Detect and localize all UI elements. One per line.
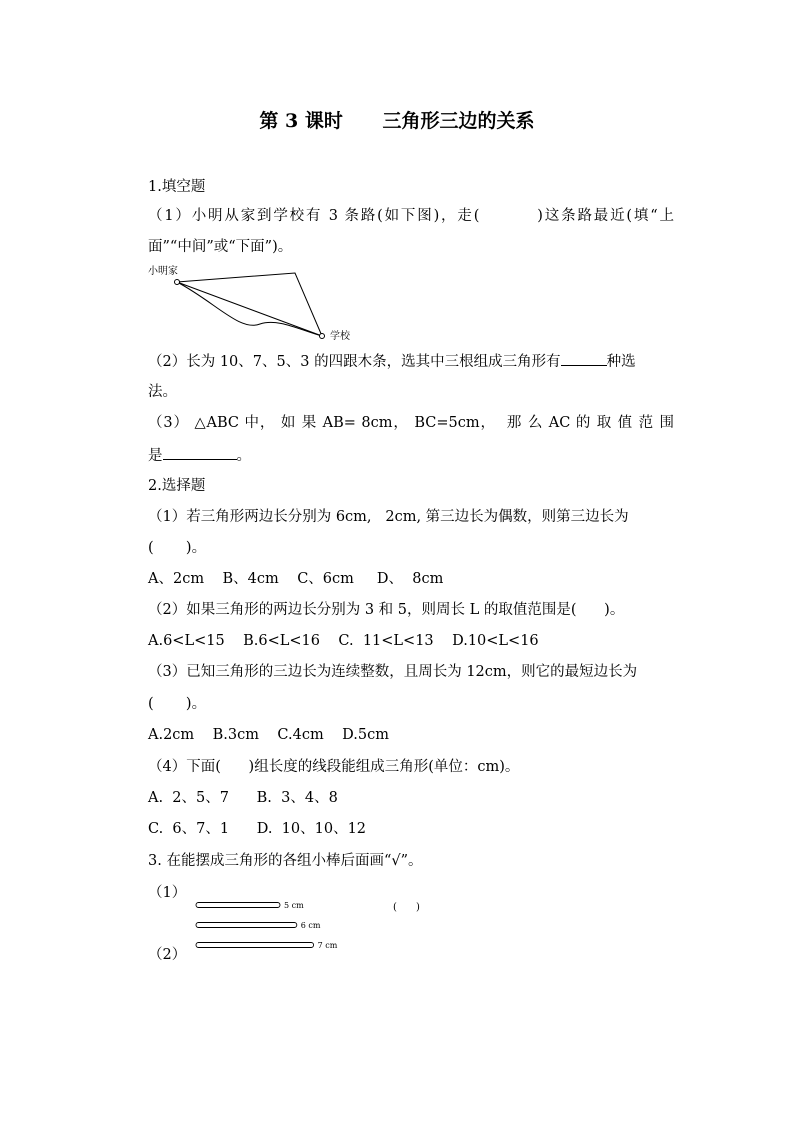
s1-q3-line1: （3） △ABC 中， 如 果 AB= 8cm， BC=5cm， 那 么 AC 的 取 值 范 围 <box>148 415 674 431</box>
group-1-label: （1） <box>148 885 187 901</box>
s1-q1-line1: （1）小明从家到学校有 3 条路(如下图)，走( )这条路最近(填“上 <box>148 208 674 224</box>
s2-q3-options: A.2cm B.3cm C.4cm D.5cm <box>148 727 389 743</box>
section-1-heading: 1.填空题 <box>148 179 206 195</box>
s1-q2-line1 <box>148 351 636 372</box>
school-label: 学校 <box>330 331 350 342</box>
sticks-figure <box>190 896 370 956</box>
s2-q1-line2: ( )。 <box>148 540 207 556</box>
s1-q3-line2 <box>148 445 251 466</box>
stick-5cm <box>196 903 280 908</box>
home-point <box>175 280 180 285</box>
stick-6cm <box>196 923 297 928</box>
s1-q2-text-b: 种选 <box>606 354 636 370</box>
upper-route <box>177 273 322 336</box>
s2-q3-line2: ( )。 <box>148 696 207 712</box>
s1-q2-text-a: （2）长为 10、7、5、3 的四跟木条，选其中三根组成三角形有 <box>148 354 561 370</box>
stick-label: 5 cm <box>284 901 304 910</box>
s2-q3-line1: （3）已知三角形的三边长为连续整数，且周长为 12cm，则它的最短边长为 <box>148 664 638 680</box>
s1-q3-text-b: 。 <box>236 448 251 464</box>
s2-q4-options-2: C. 6、7、1 D. 10、10、12 <box>148 821 367 837</box>
answer-blank[interactable] <box>561 351 607 366</box>
answer-blank[interactable] <box>163 445 237 460</box>
s2-q4-line1: （4）下面( )组长度的线段能组成三角形(单位：cm)。 <box>148 759 520 775</box>
s1-q3-text-a: 是 <box>148 448 163 464</box>
section-3-heading: 3. 在能摆成三角形的各组小棒后面画“√”。 <box>148 853 423 869</box>
middle-route <box>177 282 322 336</box>
s2-q2-line1: （2）如果三角形的两边长分别为 3 和 5，则周长 L 的取值范围是( )。 <box>148 602 625 618</box>
s2-q1-line1: （1）若三角形两边长分别为 6cm, 2cm, 第三边长为偶数，则第三边长为 <box>148 509 629 525</box>
s2-q1-options: A、2cm B、4cm C、6cm D、 8cm <box>148 571 444 587</box>
page-title: 第 3 课时 三角形三边的关系 <box>259 110 535 132</box>
section-2-heading: 2.选择题 <box>148 478 206 494</box>
s2-q4-options-1: A. 2、5、7 B. 3、4、8 <box>148 790 338 806</box>
stick-7cm <box>196 943 314 948</box>
group-2-label: （2） <box>148 947 187 963</box>
school-point <box>320 334 325 339</box>
s1-q2-line2: 法。 <box>148 384 177 400</box>
s1-q1-line2: 面”“中间”或“下面”)。 <box>148 239 293 255</box>
route-diagram <box>140 262 380 347</box>
answer-paren[interactable]: ( ) <box>393 902 420 913</box>
stick-label: 6 cm <box>300 921 321 930</box>
home-label: 小明家 <box>148 266 178 277</box>
s2-q2-options: A.6<L<15 B.6<L<16 C. 11<L<13 D.10<L<16 <box>148 633 539 649</box>
stick-label: 7 cm <box>317 941 338 950</box>
